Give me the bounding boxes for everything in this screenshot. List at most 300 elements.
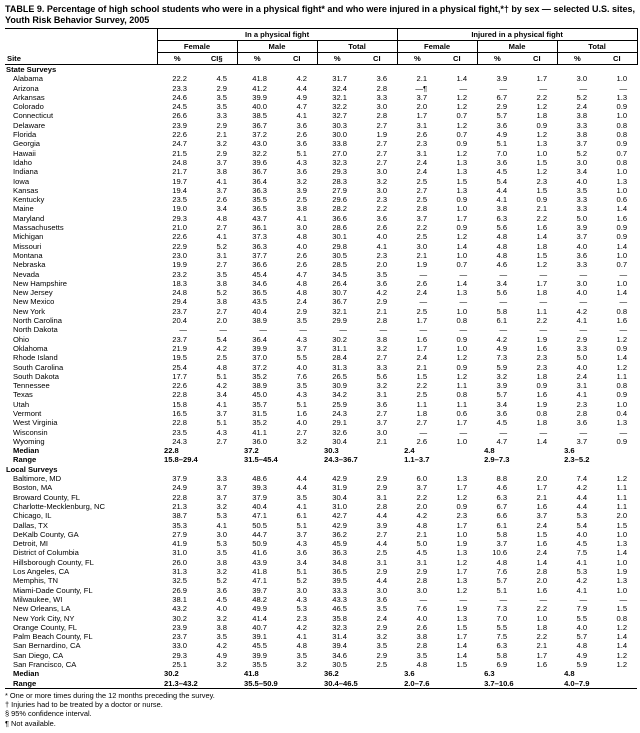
site-cell: Montana — [13, 250, 43, 260]
value-cell: 46.5 — [332, 604, 347, 614]
site-cell: Georgia — [13, 139, 41, 149]
value-cell: 19.0 — [172, 204, 187, 214]
table-row — [5, 223, 637, 232]
value-cell: 3.2 — [376, 176, 388, 186]
value-cell: 1.7 — [456, 632, 468, 642]
table-row — [5, 418, 637, 427]
value-cell: 2.6 — [416, 436, 428, 446]
value-cell: 3.3 — [216, 474, 227, 484]
value-cell: 30.0 — [332, 130, 347, 140]
value-cell: 29.4 — [172, 297, 187, 307]
value-cell: 44.7 — [252, 529, 267, 539]
value-cell: 19.9 — [172, 260, 187, 270]
summary-value-cell: 1.1–3.7 — [404, 455, 430, 465]
value-cell: 4.8 — [576, 641, 588, 651]
site-cell: Miami-Dade County, FL — [13, 585, 93, 595]
value-cell: 16.5 — [172, 408, 187, 418]
site-cell: South Carolina — [13, 362, 64, 372]
value-cell: 28.6 — [332, 223, 347, 233]
value-cell: 1.6 — [536, 223, 548, 233]
value-cell: — — [419, 427, 428, 437]
value-cell: 2.7 — [376, 408, 388, 418]
value-cell: 2.0 — [536, 474, 548, 484]
value-cell: 0.6 — [616, 195, 628, 205]
value-cell: 2.6 — [216, 195, 227, 205]
value-cell: 3.8 — [376, 334, 388, 344]
table-row — [5, 651, 637, 660]
table-row — [5, 604, 637, 613]
table-row — [5, 204, 637, 213]
site-cell: Alabama — [13, 74, 43, 84]
value-cell: — — [539, 594, 548, 604]
value-cell: — — [499, 83, 508, 93]
value-cell: 7.5 — [576, 548, 588, 558]
value-cell: 2.2 — [536, 213, 548, 223]
value-cell: — — [619, 83, 628, 93]
table-row — [5, 567, 637, 576]
value-cell: 1.6 — [616, 213, 628, 223]
value-cell: 24.3 — [172, 436, 187, 446]
value-cell: 3.2 — [216, 139, 227, 149]
value-cell: 2.7 — [376, 529, 388, 539]
value-cell: 3.5 — [376, 604, 388, 614]
value-cell: 3.2 — [216, 613, 227, 623]
value-cell: 31.3 — [332, 362, 347, 372]
value-cell: — — [499, 297, 508, 307]
value-cell: 3.0 — [416, 241, 428, 251]
site-cell: Indiana — [13, 167, 38, 177]
summary-value-cell: 3.7–10.6 — [477, 679, 557, 689]
table-row — [5, 84, 637, 93]
value-cell: 29.3 — [172, 213, 187, 223]
site-cell: Hillsborough County, FL — [13, 557, 94, 567]
value-cell: 1.0 — [616, 185, 628, 195]
value-cell: 3.5 — [216, 92, 227, 102]
value-cell: 26.0 — [172, 557, 187, 567]
value-cell: 1.0 — [456, 436, 468, 446]
value-cell: 5.3 — [296, 604, 307, 614]
value-cell: 0.9 — [616, 223, 628, 233]
section-header-row — [5, 465, 637, 474]
value-cell: 2.7 — [216, 223, 227, 233]
value-cell: 1.7 — [456, 567, 468, 577]
value-cell: 0.7 — [616, 260, 628, 270]
value-cell: 0.8 — [616, 613, 628, 623]
value-cell: 1.2 — [456, 92, 468, 102]
value-cell: 5.2 — [216, 288, 227, 298]
value-cell: 35.5 — [252, 660, 267, 669]
value-cell: 4.2 — [576, 483, 588, 493]
value-cell: 1.5 — [456, 660, 468, 669]
value-cell: 0.7 — [616, 148, 628, 158]
value-cell: 0.9 — [536, 381, 548, 391]
footnotes — [5, 691, 635, 728]
value-cell: 4.9 — [496, 130, 508, 140]
value-cell: 1.4 — [536, 557, 548, 567]
value-cell: 3.4 — [576, 167, 588, 177]
site-header-spacer — [5, 29, 157, 53]
value-cell: 36.3 — [252, 185, 267, 195]
value-cell: 40.4 — [252, 306, 267, 316]
value-cell: 2.8 — [376, 316, 388, 326]
value-cell: 2.9 — [296, 306, 307, 316]
value-cell: — — [419, 594, 428, 604]
value-cell: 1.5 — [616, 520, 628, 530]
value-cell: 0.9 — [536, 195, 548, 205]
value-cell: 0.9 — [616, 232, 628, 242]
value-cell: 1.2 — [536, 102, 548, 112]
value-cell: 1.3 — [616, 176, 628, 186]
site-cell: North Dakota — [13, 325, 58, 335]
value-cell: 1.4 — [616, 204, 628, 214]
value-cell: 4.6 — [496, 260, 508, 270]
value-cell: 1.3 — [456, 613, 468, 623]
value-cell: 5.3 — [216, 511, 227, 521]
value-cell: 22.8 — [172, 492, 187, 502]
value-cell: 3.1 — [376, 390, 388, 400]
value-cell: 1.1 — [616, 371, 628, 381]
value-cell: 36.7 — [252, 167, 267, 177]
footnote-pilcrow: ¶ Not available. — [5, 718, 56, 728]
value-cell: 2.3 — [416, 139, 428, 149]
value-cell: 2.5 — [416, 390, 428, 400]
value-cell: 2.5 — [416, 306, 428, 316]
value-cell: 0.8 — [456, 316, 468, 326]
value-cell: 2.8 — [416, 204, 428, 214]
value-cell: 5.0 — [416, 539, 428, 549]
value-cell: 26.5 — [332, 371, 347, 381]
value-cell: 39.9 — [252, 343, 267, 353]
value-cell: 36.5 — [252, 204, 267, 214]
value-cell: 3.8 — [216, 297, 227, 307]
value-cell: 5.9 — [496, 362, 508, 372]
value-cell: 1.6 — [536, 660, 548, 669]
value-cell: 1.3 — [536, 139, 548, 149]
value-cell: 5.2 — [576, 148, 588, 158]
value-cell: 3.7 — [216, 483, 227, 493]
value-cell: 21.9 — [172, 343, 187, 353]
value-cell: 4.0 — [216, 604, 227, 614]
table-row — [5, 576, 637, 585]
value-cell: 5.8 — [496, 529, 508, 539]
value-cell: 3.3 — [576, 260, 588, 270]
value-cell: 5.1 — [296, 520, 307, 530]
site-cell: Broward County, FL — [13, 492, 80, 502]
value-cell: 23.5 — [172, 195, 187, 205]
value-cell: 2.2 — [416, 492, 428, 502]
value-cell: 0.9 — [616, 139, 628, 149]
value-cell: 1.2 — [456, 120, 468, 130]
value-cell: 2.4 — [536, 548, 548, 558]
value-cell: 4.5 — [496, 418, 508, 428]
table-row — [5, 409, 637, 418]
table-row — [5, 428, 637, 437]
value-cell: 3.8 — [296, 204, 307, 214]
value-cell: 33.3 — [332, 585, 347, 595]
value-cell: 43.7 — [252, 213, 267, 223]
value-cell: 2.9 — [376, 567, 388, 577]
value-cell: — — [499, 594, 508, 604]
value-cell: 4.4 — [576, 492, 588, 502]
value-cell: 41.8 — [252, 74, 267, 84]
value-cell: — — [579, 269, 588, 279]
table-row — [5, 437, 637, 446]
value-cell: 4.0 — [576, 288, 588, 298]
value-cell: 1.0 — [456, 204, 468, 214]
value-cell: 3.6 — [496, 408, 508, 418]
pct-header: % — [317, 53, 357, 65]
value-cell: 1.3 — [616, 418, 628, 428]
value-cell: 3.6 — [576, 418, 588, 428]
value-cell: 1.4 — [456, 74, 468, 84]
value-cell: 1.0 — [536, 613, 548, 623]
value-cell: 3.3 — [216, 111, 227, 121]
value-cell: 3.1 — [376, 492, 388, 502]
value-cell: 4.7 — [496, 436, 508, 446]
site-cell: Detroit, MI — [13, 539, 49, 549]
value-cell: 4.4 — [576, 501, 588, 511]
value-cell: 35.5 — [252, 195, 267, 205]
value-cell: — — [379, 325, 388, 335]
value-cell: 41.1 — [252, 427, 267, 437]
summary-row — [5, 455, 637, 464]
site-cell: Connecticut — [13, 111, 54, 121]
value-cell: 4.4 — [496, 185, 508, 195]
value-cell: 3.6 — [576, 250, 588, 260]
value-cell: 3.5 — [216, 269, 227, 279]
value-cell: 2.4 — [536, 520, 548, 530]
value-cell: 1.7 — [416, 111, 428, 121]
site-cell: Wyoming — [13, 436, 45, 446]
value-cell: 2.3 — [376, 195, 388, 205]
site-cell: San Diego, CA — [13, 650, 64, 660]
value-cell: — — [539, 297, 548, 307]
value-cell: 4.5 — [576, 539, 588, 549]
value-cell: 3.4 — [216, 390, 227, 400]
value-cell: 4.3 — [296, 390, 307, 400]
value-cell: 0.9 — [616, 390, 628, 400]
value-cell: 4.5 — [216, 594, 227, 604]
value-cell: 23.2 — [172, 269, 187, 279]
table-row — [5, 344, 637, 353]
sex-header-male-2: Male — [477, 41, 557, 53]
value-cell: 3.9 — [296, 185, 307, 195]
value-cell: 5.1 — [296, 567, 307, 577]
table-row — [5, 130, 637, 139]
value-cell: 2.4 — [576, 102, 588, 112]
ci-header: CI — [277, 53, 317, 65]
site-cell: New Mexico — [13, 297, 55, 307]
value-cell: 4.8 — [496, 232, 508, 242]
site-cell: Orange County, FL — [13, 622, 78, 632]
value-cell: 1.7 — [456, 213, 468, 223]
site-cell: Boston, MA — [13, 483, 53, 493]
value-cell: 4.1 — [296, 501, 307, 511]
value-cell: 32.5 — [172, 576, 187, 586]
value-cell: 5.7 — [576, 632, 588, 642]
value-cell: 1.3 — [456, 157, 468, 167]
ci-header: CI — [597, 53, 637, 65]
value-cell: 3.7 — [416, 483, 428, 493]
value-cell: 48.2 — [252, 594, 267, 604]
value-cell: 26.9 — [172, 585, 187, 595]
value-cell: 26.6 — [172, 111, 187, 121]
value-cell: 6.3 — [496, 641, 508, 651]
value-cell: 36.7 — [332, 297, 347, 307]
value-cell: 4.8 — [496, 250, 508, 260]
table-row — [5, 93, 637, 102]
value-cell: 2.8 — [416, 641, 428, 651]
value-cell: 3.2 — [216, 501, 227, 511]
table-row — [5, 381, 637, 390]
value-cell: 1.1 — [416, 399, 428, 409]
value-cell: 4.5 — [416, 548, 428, 558]
value-cell: 4.8 — [496, 241, 508, 251]
value-cell: 41.8 — [252, 567, 267, 577]
table-row — [5, 251, 637, 260]
value-cell: 2.7 — [376, 139, 388, 149]
table-row — [5, 74, 637, 83]
table-row — [5, 214, 637, 223]
value-cell: 3.8 — [496, 204, 508, 214]
value-cell: 1.7 — [456, 520, 468, 530]
value-cell: 3.6 — [376, 594, 388, 604]
value-cell: 4.0 — [296, 418, 307, 428]
value-cell: 4.1 — [216, 176, 227, 186]
value-cell: 5.0 — [576, 213, 588, 223]
value-cell: 2.2 — [536, 604, 548, 614]
site-cell: Delaware — [13, 120, 46, 130]
value-cell: 5.7 — [496, 390, 508, 400]
value-cell: 2.6 — [416, 622, 428, 632]
value-cell: 1.4 — [536, 436, 548, 446]
value-cell: 4.4 — [296, 483, 307, 493]
summary-row — [5, 679, 637, 689]
value-cell: 2.4 — [416, 288, 428, 298]
value-cell: 21.7 — [172, 167, 187, 177]
value-cell: 24.5 — [172, 102, 187, 112]
summary-value-cell: 4.8 — [484, 446, 495, 456]
summary-value-cell: 21.3–43.2 — [157, 679, 237, 689]
value-cell: — — [539, 269, 548, 279]
group-header-injured: Injured in a physical fight — [397, 29, 637, 41]
value-cell: 2.9 — [216, 120, 227, 130]
value-cell: 49.9 — [252, 604, 267, 614]
table-row — [5, 614, 637, 623]
summary-value-cell: 22.8 — [164, 446, 179, 456]
value-cell: 4.1 — [496, 195, 508, 205]
site-cell: Hawaii — [13, 148, 36, 158]
value-cell: 3.4 — [496, 399, 508, 409]
value-cell: 28.3 — [332, 176, 347, 186]
table-row — [5, 325, 637, 334]
table-row — [5, 270, 637, 279]
sex-header-female-2: Female — [397, 41, 477, 53]
value-cell: 1.2 — [536, 260, 548, 270]
value-cell: 39.5 — [332, 576, 347, 586]
value-cell: 1.1 — [456, 381, 468, 391]
value-cell: 6.9 — [496, 660, 508, 669]
site-cell: New Hampshire — [13, 278, 68, 288]
table-header — [5, 29, 637, 65]
value-cell: — — [579, 83, 588, 93]
value-cell: 4.6 — [496, 483, 508, 493]
value-cell: 3.2 — [496, 371, 508, 381]
value-cell: 47.1 — [252, 576, 267, 586]
site-cell: New Jersey — [13, 288, 53, 298]
value-cell: 4.5 — [216, 74, 227, 84]
table-row — [5, 335, 637, 344]
value-cell: 1.9 — [376, 130, 388, 140]
table-row — [5, 474, 637, 483]
value-cell: 1.4 — [616, 641, 628, 651]
value-cell: 1.3 — [456, 167, 468, 177]
value-cell: 3.3 — [576, 120, 588, 130]
value-cell: 3.2 — [216, 567, 227, 577]
summary-label: Median — [13, 669, 40, 679]
value-cell: 43.2 — [172, 604, 187, 614]
summary-value-cell: 24.3–36.7 — [324, 455, 358, 465]
value-cell: 31.3 — [172, 567, 187, 577]
value-cell: 4.1 — [576, 316, 588, 326]
value-cell: 3.6 — [296, 167, 307, 177]
summary-row — [5, 446, 637, 455]
value-cell: — — [419, 297, 428, 307]
value-cell: 3.5 — [216, 632, 227, 642]
summary-value-cell: 2.9–7.3 — [484, 455, 510, 465]
value-cell: 1.6 — [536, 501, 548, 511]
value-cell: 3.3 — [576, 343, 588, 353]
value-cell: 4.1 — [216, 520, 227, 530]
value-cell: 28.4 — [332, 353, 347, 363]
value-cell: 5.4 — [216, 334, 227, 344]
value-cell: 3.6 — [296, 139, 307, 149]
value-cell: 7.5 — [496, 632, 508, 642]
value-cell: 2.5 — [216, 353, 227, 363]
value-cell: 4.2 — [496, 334, 508, 344]
value-cell: 4.4 — [376, 539, 388, 549]
value-cell: 41.6 — [252, 548, 267, 558]
value-cell: 23.9 — [172, 120, 187, 130]
value-cell: 5.3 — [576, 567, 588, 577]
value-cell: 4.8 — [416, 660, 428, 669]
value-cell: 3.2 — [296, 176, 307, 186]
site-cell: Kansas — [13, 185, 39, 195]
value-cell: 2.7 — [416, 185, 428, 195]
value-cell: 2.5 — [376, 548, 388, 558]
value-cell: 1.2 — [616, 362, 628, 372]
sex-header-total-1: Total — [317, 41, 397, 53]
value-cell: 1.9 — [456, 539, 468, 549]
value-cell: 3.7 — [296, 343, 307, 353]
value-cell: 29.3 — [332, 167, 347, 177]
value-cell: 4.1 — [296, 213, 307, 223]
value-cell: 2.2 — [536, 92, 548, 102]
value-cell: 23.5 — [172, 427, 187, 437]
value-cell: 4.8 — [296, 232, 307, 242]
value-cell: 2.3 — [536, 362, 548, 372]
value-cell: 2.0 — [416, 501, 428, 511]
site-cell: Kentucky — [13, 195, 45, 205]
value-cell: 3.5 — [216, 102, 227, 112]
value-cell: 23.7 — [172, 334, 187, 344]
value-cell: 1.1 — [456, 399, 468, 409]
site-cell: Iowa — [13, 176, 30, 186]
value-cell: 39.9 — [252, 650, 267, 660]
value-cell: 1.3 — [456, 474, 468, 484]
site-cell: Utah — [13, 399, 30, 409]
value-cell: 1.3 — [456, 576, 468, 586]
